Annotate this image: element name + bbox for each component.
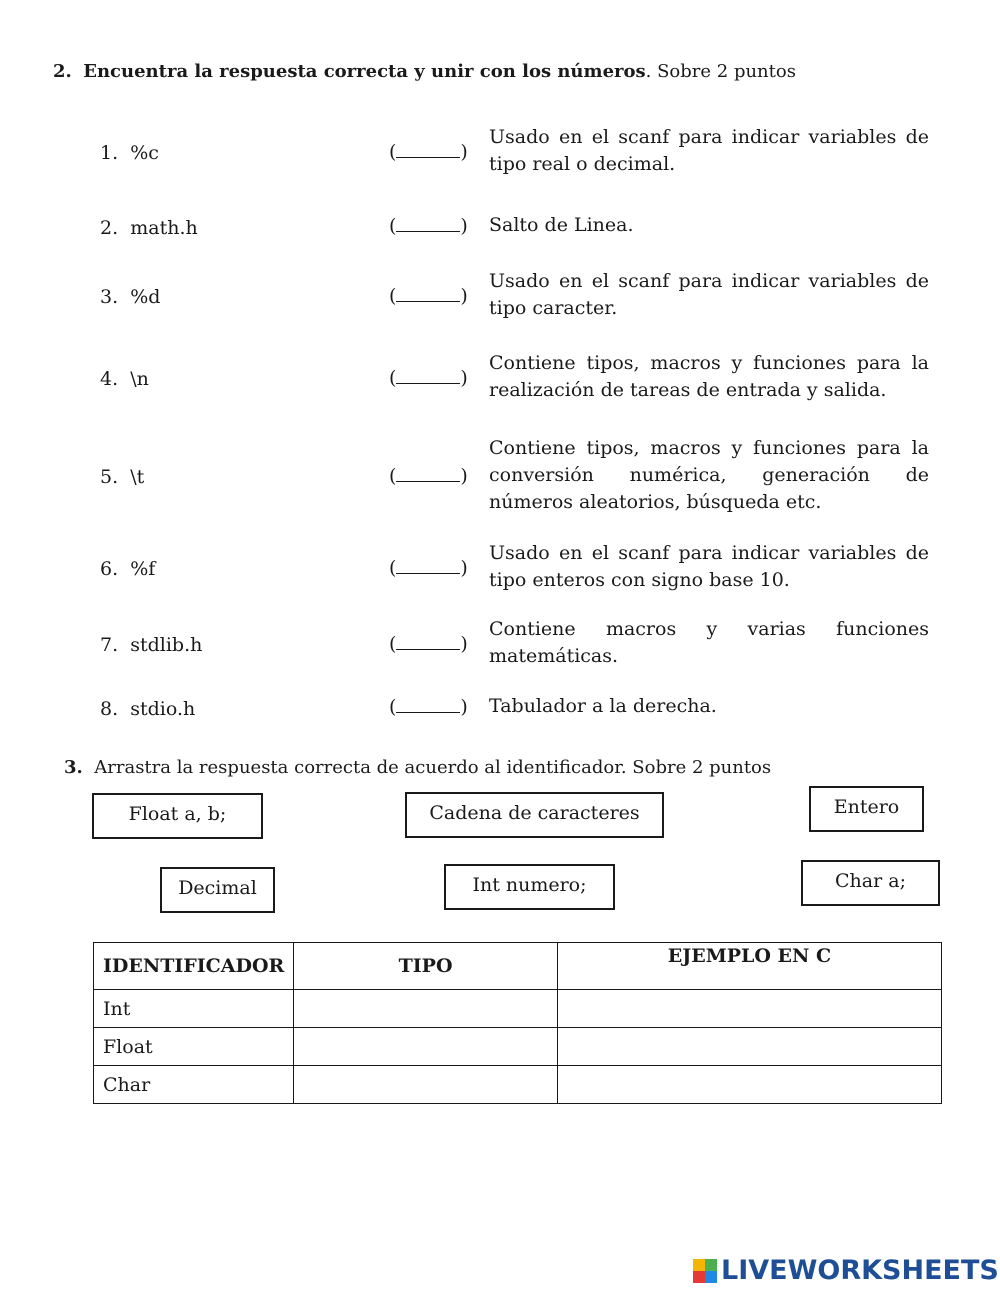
question-3-title [64, 757, 771, 778]
question-3-number: 3. [64, 757, 83, 778]
header-ejemplo-en-c: EJEMPLO EN C [557, 943, 941, 990]
header-identificador: IDENTIFICADOR [94, 943, 294, 990]
match-description: Contiene tipos, macros y funciones para la realización de tareas de entrada y salida. [489, 352, 929, 401]
match-item: 3. %d [100, 286, 161, 308]
logo-mark-icon [693, 1259, 717, 1283]
match-item: 2. math.h [100, 217, 198, 239]
table-header-row [94, 943, 942, 990]
match-item: 4. \n [100, 368, 149, 390]
match-description: Usado en el scanf para indicar variables de tipo enteros con signo base 10. [489, 542, 929, 591]
answer-blank[interactable]: ( ) [389, 557, 468, 579]
match-description: Salto de Linea. [489, 214, 634, 236]
tipo-drop-zone[interactable] [294, 990, 558, 1028]
table-row [94, 990, 942, 1028]
answer-blank[interactable]: ( ) [389, 633, 468, 655]
match-item: 6. %f [100, 558, 156, 580]
question-2-suffix: . Sobre 2 puntos [645, 61, 796, 82]
drag-option-entero[interactable]: Entero [809, 786, 924, 832]
table-row [94, 1066, 942, 1104]
identifier-cell: Float [94, 1028, 294, 1066]
question-2-number: 2. [53, 61, 72, 82]
header-tipo: TIPO [294, 943, 558, 990]
drag-option-decimal[interactable]: Decimal [160, 867, 275, 913]
match-item: 5. \t [100, 466, 145, 488]
ejemplo-drop-zone[interactable] [557, 1028, 941, 1066]
answer-blank[interactable]: ( ) [389, 285, 468, 307]
answer-blank[interactable]: ( ) [389, 215, 468, 237]
drag-option-cadena-de-caracteres[interactable]: Cadena de caracteres [405, 792, 664, 838]
tipo-drop-zone[interactable] [294, 1028, 558, 1066]
drag-option-float-a-b[interactable]: Float a, b; [92, 793, 263, 839]
answer-blank[interactable]: ( ) [389, 141, 468, 163]
drag-option-char-a[interactable]: Char a; [801, 860, 940, 906]
answer-blank[interactable]: ( ) [389, 696, 468, 718]
ejemplo-drop-zone[interactable] [557, 1066, 941, 1104]
match-description: Contiene tipos, macros y funciones para la conversión numérica, generación de números aleatorios, búsqueda etc. [489, 437, 929, 513]
liveworksheets-logo [693, 1255, 999, 1286]
identifier-table [93, 942, 942, 1104]
match-item: 7. stdlib.h [100, 634, 203, 656]
drag-option-int-numero[interactable]: Int numero; [444, 864, 615, 910]
match-description: Contiene macros y varias funciones matemáticas. [489, 618, 929, 667]
question-2-bold-title: Encuentra la respuesta correcta y unir con los números [83, 61, 646, 82]
match-description: Usado en el scanf para indicar variables de tipo caracter. [489, 270, 929, 319]
ejemplo-drop-zone[interactable] [557, 990, 941, 1028]
identifier-cell: Int [94, 990, 294, 1028]
tipo-drop-zone[interactable] [294, 1066, 558, 1104]
table-row [94, 1028, 942, 1066]
identifier-cell: Char [94, 1066, 294, 1104]
match-description: Tabulador a la derecha. [489, 695, 717, 717]
question-3-text: Arrastra la respuesta correcta de acuerdo al identificador. Sobre 2 puntos [94, 757, 772, 778]
answer-blank[interactable]: ( ) [389, 367, 468, 389]
match-description: Usado en el scanf para indicar variables de tipo real o decimal. [489, 126, 929, 175]
match-item: 8. stdio.h [100, 698, 196, 720]
match-item: 1. %c [100, 142, 159, 164]
logo-wordmark: LIVEWORKSHEETS [721, 1255, 999, 1286]
answer-blank[interactable]: ( ) [389, 465, 468, 487]
question-2-title [53, 61, 796, 82]
